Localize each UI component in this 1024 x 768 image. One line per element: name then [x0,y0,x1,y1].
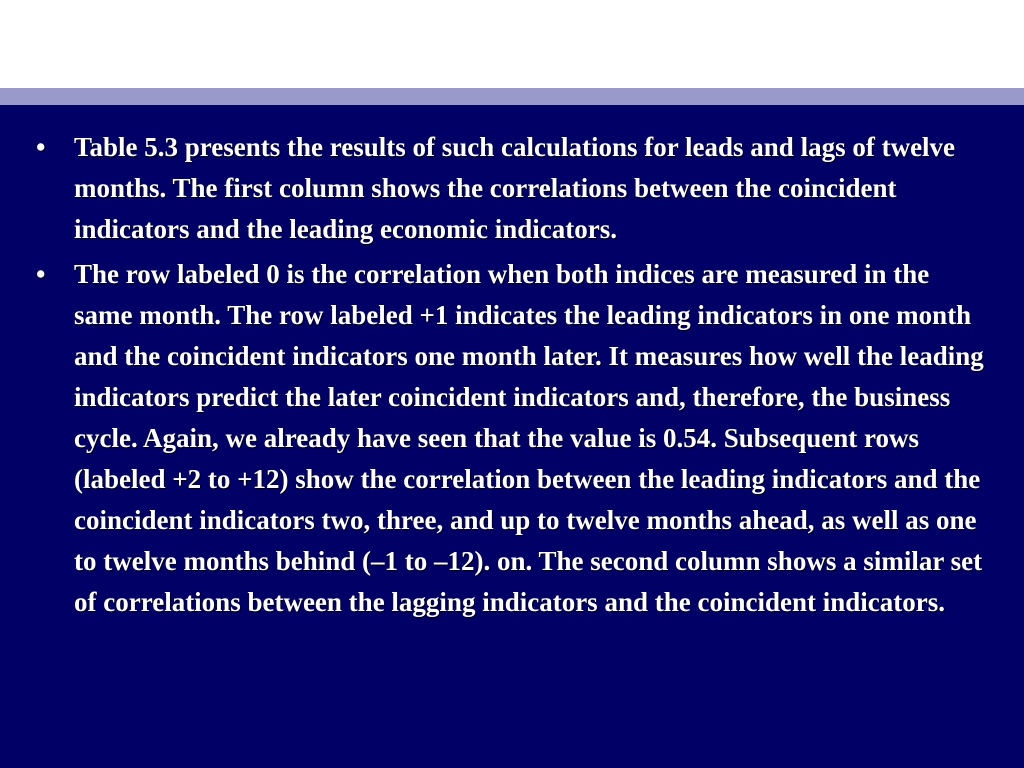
bullet-marker: • [36,259,46,289]
bullet-item [0,127,1024,250]
slide-content [0,105,1024,768]
slide-title-area [0,0,1024,88]
bullet-item [0,254,1024,623]
bullet-text: The row labeled 0 is the correlation when both indices are measured in the same month. The row labeled +1 indicates the leading indicators in one month and the coincident indicators one month later. It measures how well the leading indicators predict the later coincident indicators and, therefore, the business cycle. Again, we already have seen that the value is 0.54. Subsequent rows (labeled +2 to +12) show the correlation between the leading indicators and the coincident indicators two, three, and up to twelve months ahead, as well as one to twelve months behind (–1 to –12). on. The second column shows a similar set of correlations between the lagging indicators and the coincident indicators. [74,259,984,617]
bullet-marker: • [36,132,46,162]
accent-bar [0,88,1024,105]
bullet-text: Table 5.3 presents the results of such calculations for leads and lags of twelve months. The first column shows the correlations between the coincident indicators and the leading economic indicators. [74,132,956,244]
bullet-list [0,127,1024,627]
